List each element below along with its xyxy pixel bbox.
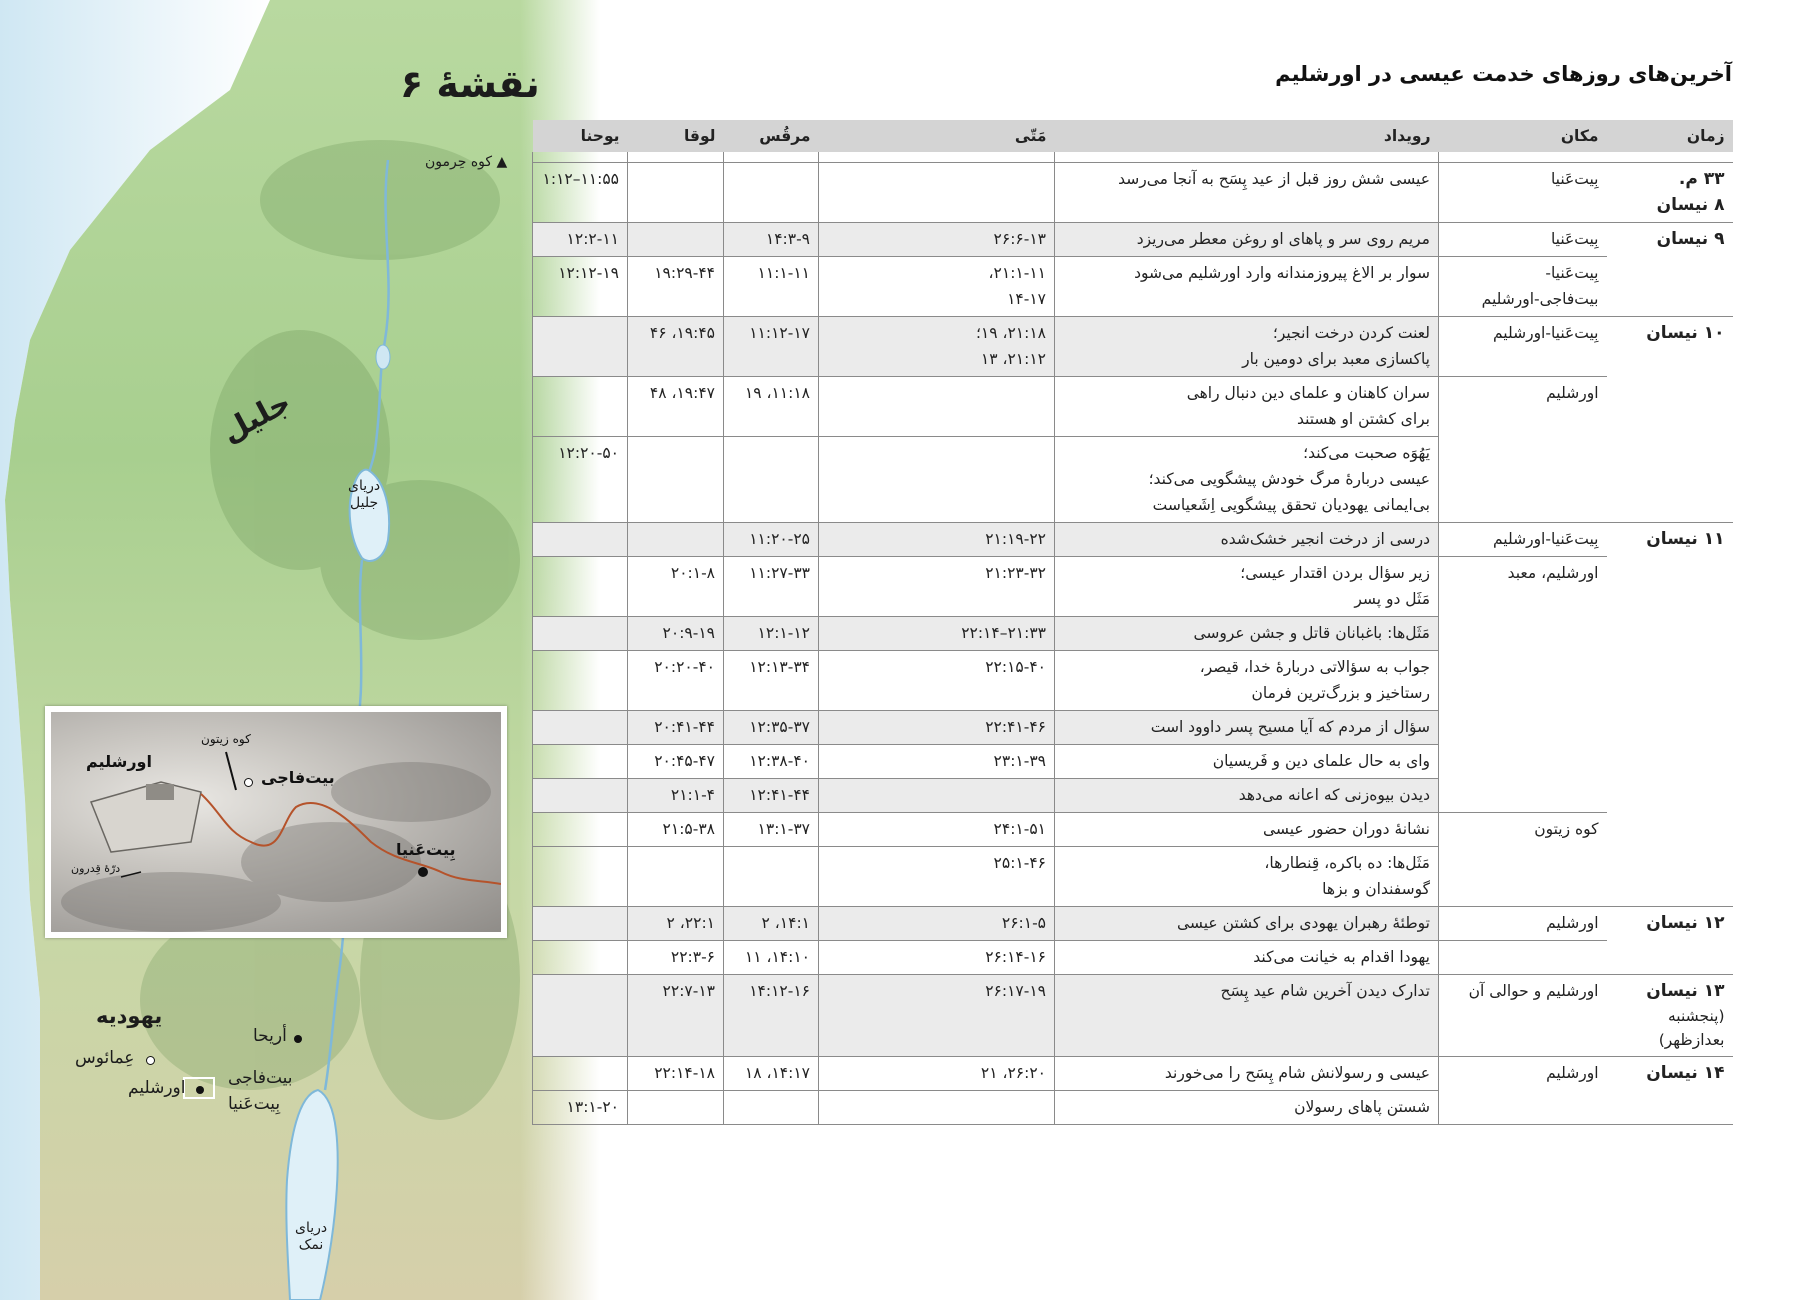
- table-row: [533, 779, 1733, 813]
- cell-time: [1607, 711, 1733, 745]
- inset-photo: [51, 712, 501, 932]
- inset-kidron-label: درّهٔ قِدرون: [71, 862, 121, 875]
- cell-time: [1607, 163, 1733, 223]
- cell-mark: [724, 1091, 819, 1125]
- cell-matthew: ۲۴:۱-۵۱: [819, 813, 1055, 847]
- inset-bethphage-label: بیت‌فاجی: [261, 768, 335, 787]
- cell-time: [1607, 813, 1733, 847]
- cell-luke: ۲۰:۲۰-۴۰: [628, 651, 724, 711]
- cell-time: [1607, 257, 1733, 317]
- table-row: [533, 711, 1733, 745]
- cell-matthew: ۲۲:۱۵-۴۰: [819, 651, 1055, 711]
- cell-luke: [628, 223, 724, 257]
- cell-matthew: [819, 377, 1055, 437]
- jericho-label: أریحا: [253, 1026, 287, 1046]
- cell-matthew: ۲۱:۱-۱۱، ۱۴-۱۷: [819, 257, 1055, 317]
- map-title: نقشهٔ ۶: [400, 62, 540, 106]
- cell-mark: ۱۴:۱۲-۱۶: [724, 975, 819, 1057]
- cell-event: دیدن بیوه‌زنی که اعانه می‌دهد: [1055, 779, 1439, 813]
- cell-place: اورشلیم و حوالی آن: [1439, 975, 1607, 1057]
- jerusalem-label: اورشلیم: [128, 1078, 186, 1098]
- cell-mark: [724, 847, 819, 907]
- cell-event: عیسی شش روز قبل از عید پِسَح به آنجا می‌رسد: [1055, 163, 1439, 223]
- cell-john: [533, 617, 628, 651]
- cell-time: [1607, 223, 1733, 257]
- cell-luke: ۲۰:۴۵-۴۷: [628, 745, 724, 779]
- cell-mark: ۱۲:۱-۱۲: [724, 617, 819, 651]
- cell-event: تدارک دیدن آخرین شام عید پِسَح: [1055, 975, 1439, 1057]
- cell-john: [533, 651, 628, 711]
- cell-event: توطئهٔ رهبران یهودی برای کشتن عیسی: [1055, 907, 1439, 941]
- cell-matthew: [819, 1091, 1055, 1125]
- cell-mark: [724, 163, 819, 223]
- cell-john: [533, 711, 628, 745]
- header-luke: لوقا: [628, 120, 724, 152]
- cell-place: [1439, 779, 1607, 813]
- cell-john: [533, 907, 628, 941]
- table-row: [533, 813, 1733, 847]
- cell-place: کوه زیتون: [1439, 813, 1607, 847]
- cell-matthew: ۲۶:۱۷-۱۹: [819, 975, 1055, 1057]
- header-place: مکان: [1439, 120, 1607, 152]
- table-row: [533, 617, 1733, 651]
- cell-luke: ۱۹:۴۷، ۴۸: [628, 377, 724, 437]
- cell-mark: ۱۴:۱، ۲: [724, 907, 819, 941]
- cell-matthew: [819, 163, 1055, 223]
- galilee-label: جلیل: [216, 384, 297, 451]
- table-row: [533, 975, 1733, 1057]
- cell-matthew: ۲۱:۱۹-۲۲: [819, 523, 1055, 557]
- cell-place: [1439, 1091, 1607, 1125]
- cell-mark: ۱۱:۱-۱۱: [724, 257, 819, 317]
- cell-john: ۱۳:۱-۲۰: [533, 1091, 628, 1125]
- cell-time: [1607, 975, 1733, 1057]
- cell-matthew: ۲۱:۳۳–۲۲:۱۴: [819, 617, 1055, 651]
- cell-matthew: [819, 779, 1055, 813]
- cell-luke: ۲۲:۱، ۲: [628, 907, 724, 941]
- time-label: ۱۱ نیسان: [1646, 529, 1725, 549]
- cell-event: مریم روی سر و پاهای او روغن معطر می‌ریزد: [1055, 223, 1439, 257]
- cell-john: [533, 745, 628, 779]
- cell-place: بِیت‌عَنیا-اورشلیم: [1439, 317, 1607, 377]
- time-label: ۱۴ نیسان: [1646, 1063, 1725, 1083]
- cell-event: یهودا اقدام به خیانت می‌کند: [1055, 941, 1439, 975]
- cell-place: اورشلیم: [1439, 377, 1607, 437]
- cell-place: [1439, 847, 1607, 907]
- cell-event: جواب به سؤالاتی دربارهٔ خدا، قیصر، رستاخیز و بزرگ‌ترین فرمان: [1055, 651, 1439, 711]
- jerusalem-inset: [45, 706, 507, 938]
- header-matthew: مَتّی: [819, 120, 1055, 152]
- cell-place: بِیت‌عَنیا-اورشلیم: [1439, 523, 1607, 557]
- cell-luke: ۲۲:۳-۶: [628, 941, 724, 975]
- inset-bethany-dot: [418, 867, 428, 877]
- bethphage-label: بیت‌فاجی: [228, 1068, 293, 1088]
- schedule-body: [533, 152, 1733, 1125]
- cell-place: [1439, 941, 1607, 975]
- table-row: [533, 651, 1733, 711]
- cell-matthew: ۲۲:۴۱-۴۶: [819, 711, 1055, 745]
- table-row: [533, 257, 1733, 317]
- mount-hermon-label: ▲ کوه حِرمون: [425, 154, 508, 170]
- cell-luke: ۲۰:۱-۸: [628, 557, 724, 617]
- table-row: [533, 523, 1733, 557]
- cell-place: [1439, 651, 1607, 711]
- jericho-dot: [294, 1035, 302, 1043]
- cell-time: [1607, 523, 1733, 557]
- cell-time: [1607, 377, 1733, 437]
- table-row: [533, 557, 1733, 617]
- cell-john: ۱۲:۲۰-۵۰: [533, 437, 628, 523]
- emmaus-marker: [146, 1056, 155, 1065]
- cell-luke: [628, 523, 724, 557]
- cell-place: [1439, 437, 1607, 523]
- table-row: [533, 317, 1733, 377]
- time-label: ۳۳ م.: [1678, 169, 1725, 189]
- cell-john: [533, 975, 628, 1057]
- cell-john: [533, 813, 628, 847]
- cell-time: [1607, 907, 1733, 941]
- cell-matthew: ۲۵:۱-۴۶: [819, 847, 1055, 907]
- cell-time: [1607, 779, 1733, 813]
- cell-time: [1607, 651, 1733, 711]
- cell-mark: ۱۴:۱۰، ۱۱: [724, 941, 819, 975]
- cell-mark: ۱۴:۱۷، ۱۸: [724, 1057, 819, 1091]
- cell-place: بِیت‌عَنیا: [1439, 163, 1607, 223]
- emmaus-label: عِمائوس: [75, 1048, 135, 1068]
- cell-event: نشانهٔ دوران حضور عیسی: [1055, 813, 1439, 847]
- header-event: رویداد: [1055, 120, 1439, 152]
- cell-matthew: ۲۶:۶-۱۳: [819, 223, 1055, 257]
- cell-event: زیر سؤال بردن اقتدار عیسی؛ مَثَل دو پسر: [1055, 557, 1439, 617]
- cell-time: [1607, 847, 1733, 907]
- map-panel: [0, 0, 600, 1300]
- cell-john: [533, 1057, 628, 1091]
- cell-time: [1607, 317, 1733, 377]
- cell-event: وای به حال علمای دین و فَریسیان: [1055, 745, 1439, 779]
- cell-event: عیسی و رسولانش شام پِسَح را می‌خورند: [1055, 1057, 1439, 1091]
- cell-luke: ۱۹:۲۹-۴۴: [628, 257, 724, 317]
- cell-place: [1439, 711, 1607, 745]
- table-row: [533, 745, 1733, 779]
- table-row: [533, 847, 1733, 907]
- judea-label: یهودیه: [96, 1004, 163, 1028]
- cell-place: [1439, 617, 1607, 651]
- schedule-table: [532, 120, 1733, 1125]
- cell-event: سؤال از مردم که آیا مسیح پسر داوود است: [1055, 711, 1439, 745]
- cell-luke: [628, 437, 724, 523]
- cell-event: یَهُوَه صحبت می‌کند؛ عیسی دربارهٔ مرگ خودش پیشگویی می‌کند؛ بی‌ایمانی یهودیان تحقق پیشگویی اِشَعیاست: [1055, 437, 1439, 523]
- cell-place: اورشلیم: [1439, 1057, 1607, 1091]
- header-john: یوحنا: [533, 120, 628, 152]
- cell-mark: ۱۲:۳۸-۴۰: [724, 745, 819, 779]
- cell-matthew: ۲۶:۲۰، ۲۱: [819, 1057, 1055, 1091]
- time-sublabel: ۸ نیسان: [1656, 195, 1725, 215]
- time-label: ۹ نیسان: [1656, 229, 1725, 249]
- header-spacer: [533, 152, 1733, 163]
- cell-mark: [724, 437, 819, 523]
- table-row: [533, 223, 1733, 257]
- time-label: ۱۲ نیسان: [1646, 913, 1725, 933]
- cell-event: مَثَل‌ها: باغبانان قاتل و جشن عروسی: [1055, 617, 1439, 651]
- time-sublabel: (پنجشنبه بعدازظهر): [1658, 1007, 1725, 1049]
- cell-matthew: ۲۶:۱۴-۱۶: [819, 941, 1055, 975]
- cell-luke: ۲۱:۱-۴: [628, 779, 724, 813]
- cell-mark: ۱۲:۳۵-۳۷: [724, 711, 819, 745]
- table-row: [533, 1091, 1733, 1125]
- cell-mark: ۱۱:۱۲-۱۷: [724, 317, 819, 377]
- cell-mark: ۱۲:۱۳-۳۴: [724, 651, 819, 711]
- cell-luke: ۲۰:۹-۱۹: [628, 617, 724, 651]
- cell-event: درسی از درخت انجیر خشک‌شده: [1055, 523, 1439, 557]
- cell-john: [533, 847, 628, 907]
- cell-luke: [628, 847, 724, 907]
- cell-john: [533, 557, 628, 617]
- cell-time: [1607, 557, 1733, 617]
- cell-mark: ۱۴:۳-۹: [724, 223, 819, 257]
- cell-event: سوار بر الاغ پیروزمندانه وارد اورشلیم می‌شود: [1055, 257, 1439, 317]
- cell-matthew: ۲۱:۱۸، ۱۹؛ ۲۱:۱۲، ۱۳: [819, 317, 1055, 377]
- cell-john: [533, 941, 628, 975]
- cell-luke: ۲۱:۵-۳۸: [628, 813, 724, 847]
- cell-event: سران کاهنان و علمای دین دنبال راهی برای کشتن او هستند: [1055, 377, 1439, 437]
- cell-luke: [628, 1091, 724, 1125]
- cell-john: [533, 523, 628, 557]
- sea-of-galilee-label: دریای جلیل: [348, 478, 381, 511]
- cell-mark: ۱۳:۱-۳۷: [724, 813, 819, 847]
- table-header-row: [533, 120, 1733, 152]
- cell-luke: ۲۲:۱۴-۱۸: [628, 1057, 724, 1091]
- cell-matthew: [819, 437, 1055, 523]
- time-label: ۱۰ نیسان: [1646, 323, 1725, 343]
- cell-john: [533, 377, 628, 437]
- cell-time: [1607, 437, 1733, 523]
- terrain-map: [0, 0, 600, 1300]
- cell-john: [533, 779, 628, 813]
- cell-place: اورشلیم، معبد: [1439, 557, 1607, 617]
- cell-event: لعنت کردن درخت انجیر؛ پاکسازی معبد برای دومین بار: [1055, 317, 1439, 377]
- cell-event: مَثَل‌ها: ده باکره، قِنطارها، گوسفندان و بزها: [1055, 847, 1439, 907]
- cell-event: شستن پاهای رسولان: [1055, 1091, 1439, 1125]
- table-row: [533, 941, 1733, 975]
- cell-mark: ۱۲:۴۱-۴۴: [724, 779, 819, 813]
- cell-place: اورشلیم: [1439, 907, 1607, 941]
- table-row: [533, 437, 1733, 523]
- cell-luke: ۲۰:۴۱-۴۴: [628, 711, 724, 745]
- inset-bethany-label: بِیت‌عَنیا: [396, 840, 456, 859]
- cell-john: ۱۲:۱۲-۱۹: [533, 257, 628, 317]
- cell-place: بِیت‌عَنیا: [1439, 223, 1607, 257]
- bethany-label: بِیت‌عَنیا: [228, 1094, 281, 1114]
- table-row: [533, 907, 1733, 941]
- cell-luke: ۱۹:۴۵، ۴۶: [628, 317, 724, 377]
- header-time: زمان: [1607, 120, 1733, 152]
- cell-john: [533, 317, 628, 377]
- dead-sea-label: دریای نمک: [295, 1220, 328, 1253]
- cell-matthew: ۲۱:۲۳-۳۲: [819, 557, 1055, 617]
- cell-john: ۱۲:۲-۱۱: [533, 223, 628, 257]
- cell-matthew: ۲۳:۱-۳۹: [819, 745, 1055, 779]
- cell-time: [1607, 1057, 1733, 1091]
- table-row: [533, 377, 1733, 437]
- cell-mark: ۱۱:۱۸، ۱۹: [724, 377, 819, 437]
- inset-bethphage-marker: [244, 778, 253, 787]
- inset-mount-olives-label: کوه زیتون: [201, 732, 251, 746]
- header-mark: مرقُس: [724, 120, 819, 152]
- cell-mark: ۱۱:۲۷-۳۳: [724, 557, 819, 617]
- inset-jerusalem-label: اورشلیم: [86, 752, 152, 771]
- cell-luke: [628, 163, 724, 223]
- cell-time: [1607, 941, 1733, 975]
- cell-time: [1607, 1091, 1733, 1125]
- cell-place: [1439, 745, 1607, 779]
- cell-john: ۱۱:۵۵–۱:۱۲: [533, 163, 628, 223]
- cell-luke: ۲۲:۷-۱۳: [628, 975, 724, 1057]
- cell-place: بِیت‌عَنیا- بیت‌فاجی-اورشلیم: [1439, 257, 1607, 317]
- table-row: [533, 1057, 1733, 1091]
- table-row: [533, 163, 1733, 223]
- time-label: ۱۳ نیسان: [1646, 981, 1725, 1001]
- table-title: آخرین‌های روزهای خدمت عیسی در اورشلیم: [1275, 62, 1732, 86]
- cell-mark: ۱۱:۲۰-۲۵: [724, 523, 819, 557]
- cell-time: [1607, 617, 1733, 651]
- jerusalem-dot: [196, 1086, 204, 1094]
- inset-terrain: [51, 712, 501, 932]
- cell-matthew: ۲۶:۱-۵: [819, 907, 1055, 941]
- cell-time: [1607, 745, 1733, 779]
